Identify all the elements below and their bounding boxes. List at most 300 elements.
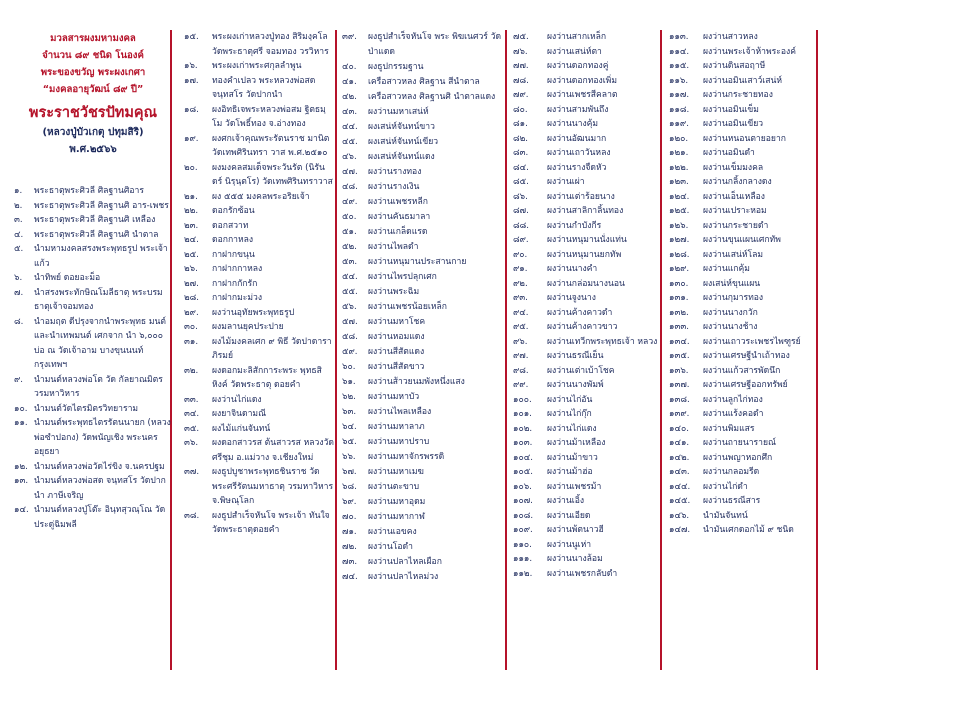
item-number: ๒๓.: [184, 220, 199, 231]
item-text: ผงว่านพระฉิม: [368, 287, 420, 297]
item-text: ผงว่านมหาอุดม: [368, 497, 426, 507]
item-number: ๓๘.: [184, 510, 200, 521]
item-number: ๑๑๔.: [669, 46, 690, 57]
item-text: ผงว่านถายนารายณ์: [703, 438, 776, 448]
list-item: [184, 277, 334, 292]
item-text: ผงว่านส้าวยนมพังหนึ่งแสง: [368, 377, 465, 387]
item-number: ๘๕.: [513, 177, 529, 187]
item-number: ๓๗.: [184, 467, 200, 477]
item-number: ๒๐.: [184, 162, 198, 173]
item-number: ๑๑๗.: [669, 90, 690, 100]
list-item: [669, 523, 809, 538]
list-item: [184, 465, 334, 509]
item-number: ๙๗.: [513, 351, 529, 361]
item-text: ผงว่านกระชายทอง: [703, 90, 773, 100]
item-text: ผงว่านลูกไก่ทอง: [703, 394, 763, 405]
document-header: [14, 30, 172, 158]
list-item: [342, 540, 504, 555]
list-item: [669, 45, 809, 60]
item-text: ดอกสวาท: [212, 220, 249, 231]
item-number: ๓๐.: [184, 322, 198, 332]
item-text: ผงว่านแก้วสารพัดนึก: [703, 365, 781, 376]
item-number: ๒๘.: [184, 293, 200, 303]
list-item: [184, 233, 334, 248]
item-number: ๑๓๕.: [669, 351, 690, 361]
item-text: ผงว่านเพชรน้อยเหล็ก: [368, 302, 447, 312]
item-number: ๗๑.: [342, 527, 357, 537]
item-text: ผงว่านพ้ตนาวฮี: [547, 525, 604, 535]
item-number: ๑๒๙.: [669, 264, 690, 274]
item-number: ๑๐๖.: [513, 481, 532, 492]
item-text: ผงว่านนางคุ้ม: [547, 119, 599, 129]
column-divider: [660, 30, 662, 670]
item-number: ๕๖.: [342, 302, 357, 312]
item-number: ๓๑.: [184, 336, 199, 347]
item-number: ๙๖.: [513, 336, 528, 347]
item-number: ๒๖.: [184, 264, 198, 274]
list-item: [669, 509, 809, 524]
item-text: ผงศกเจ้าคุณพระรัตนราช มานิต วัดเทพศิรินทรา วาส พ.ศ.๒๕๑๐: [212, 133, 330, 158]
document-subtitle: (หลวงปู่บัวเกตุ ปทุมสิริ): [42, 127, 144, 138]
list-item: [513, 103, 658, 118]
list-item: [513, 364, 658, 379]
list-item: [669, 132, 809, 147]
item-text: ผงว่านธรณีเย็น: [547, 351, 604, 361]
item-number: ๗๖.: [513, 46, 528, 57]
item-number: ๑๓๑.: [669, 293, 689, 303]
item-text: เครือสาวหลง ศิลฐานศิ นำตาลแดง: [368, 92, 496, 102]
item-number: ๗๐.: [342, 512, 357, 522]
list-item: [14, 503, 172, 532]
item-text: ผงว่านหนุมานนั่งแท่น: [547, 235, 627, 245]
list-item: [184, 335, 334, 364]
item-number: ๘๒.: [513, 133, 529, 144]
item-number: ๙.: [14, 374, 24, 385]
item-number: ๑๒๐.: [669, 133, 689, 144]
item-list: [513, 30, 658, 581]
item-number: ๖.: [14, 273, 23, 283]
item-text: ผงว่านไก่กุ๊ก: [547, 409, 592, 419]
list-item: [513, 117, 658, 132]
item-text: ผงว่านเสน่ห์ตา: [547, 46, 602, 57]
item-text: ผงว่านสามพันถึง: [547, 104, 609, 115]
item-number: ๑๔๑.: [669, 438, 690, 448]
item-text: ผงว่านไพลดำ: [368, 242, 419, 252]
item-text: ผงว่านมหาบัว: [368, 392, 420, 402]
item-text: ผงว่านเต่าร้อยนาง: [547, 191, 615, 202]
item-number: ๙๓.: [513, 293, 528, 303]
item-text: ผงว่านเถาวระเพชรไพฑูรย์: [703, 336, 801, 347]
document-year: พ.ศ.๒๕๖๖: [69, 144, 117, 155]
item-number: ๘๐.: [513, 104, 528, 115]
list-item: [669, 161, 809, 176]
item-number: ๒๕.: [184, 249, 199, 260]
list-item: [669, 190, 809, 205]
item-list: [14, 184, 172, 532]
list-item: [513, 45, 658, 60]
column-2: [184, 30, 334, 538]
item-number: ๑.: [14, 186, 23, 196]
item-number: ๑๓๓.: [669, 322, 689, 332]
item-text: ผงเสน่ห์จันทน์ขาว: [368, 122, 435, 132]
list-item: [342, 450, 504, 465]
list-item: [342, 135, 504, 150]
item-number: ๕๓.: [342, 257, 358, 267]
item-text: ผงว่านกล่อมนางนอน: [547, 278, 625, 289]
item-text: ผงว่านมหากาฬ: [368, 512, 425, 522]
item-text: นำสรงพระทักษิณโมลีธาตุ พระบรมธาตุเจ้าจอมทอง: [34, 287, 163, 312]
item-text: พระธาตุพระศิวลี ศิลฐานศิ นำตาล: [34, 229, 159, 240]
list-item: [513, 320, 658, 335]
item-number: ๙๑.: [513, 264, 528, 274]
item-text: ผงว่านพิมแสร: [703, 423, 755, 434]
item-text: ผง ๕๕๕ มงคลพระอริยเจ้า: [212, 191, 310, 202]
item-number: ๘๔.: [513, 162, 529, 173]
list-item: [669, 465, 809, 480]
item-number: ๘๓.: [513, 148, 529, 158]
list-item: [342, 225, 504, 240]
item-text: ผงยาจินดามณี: [212, 409, 267, 419]
item-number: ๑๑๙.: [669, 119, 689, 129]
item-list: [342, 30, 504, 585]
item-text: ผงว่านเอิ้ง: [547, 496, 585, 506]
list-item: [184, 422, 334, 437]
item-text: นำมหามงคลสรงพระพุทธรูป พระเจ้าแก้ว: [34, 244, 168, 269]
item-text: ผงว่านรางเงิน: [368, 182, 420, 192]
item-number: ๔๕.: [342, 137, 358, 147]
list-item: [669, 335, 809, 350]
item-number: ๔๐.: [342, 62, 357, 72]
list-item: [513, 523, 658, 538]
item-number: ๑๐๕.: [513, 467, 533, 477]
item-number: ๕๙.: [342, 347, 358, 357]
list-item: [14, 242, 172, 271]
item-text: ผงว่านตะขาบ: [368, 482, 420, 492]
item-text: ผงว่านมหาเมฆ: [368, 467, 424, 477]
column-3: [342, 30, 504, 585]
item-text: ผงว่านรางทอง: [368, 167, 422, 177]
list-item: [14, 199, 172, 214]
item-text: ผงว่านสีสัตแดง: [368, 347, 425, 357]
list-item: [669, 74, 809, 89]
list-item: [184, 132, 334, 161]
list-item: [342, 285, 504, 300]
item-text: ผงว่านเปราะหอม: [703, 206, 767, 216]
list-item: [669, 30, 809, 45]
item-text: ผงว่านเสน่ห์โลม: [703, 249, 764, 260]
list-item: [342, 180, 504, 195]
list-item: [184, 393, 334, 408]
list-item: [342, 150, 504, 165]
item-number: ๕๕.: [342, 287, 358, 297]
item-number: ๑๗.: [184, 75, 199, 86]
item-number: ๕๗.: [342, 317, 358, 327]
item-number: ๑๔๖.: [669, 510, 690, 521]
item-text: ดอกกาหลง: [212, 235, 254, 245]
item-number: ๑๐๙.: [513, 525, 533, 535]
list-item: [669, 407, 809, 422]
item-text: ผงว่านเอียด: [547, 510, 591, 521]
list-item: [513, 291, 658, 306]
item-number: ๑๒๔.: [669, 191, 690, 202]
list-item: [513, 190, 658, 205]
list-item: [342, 120, 504, 135]
item-text: พระธาตุพระศิวลี ศิลฐานศิ อาร-เพชร: [34, 200, 169, 211]
list-item: [669, 248, 809, 263]
item-number: ๑๒๖.: [669, 220, 689, 231]
item-text: กาฝากกาหลง: [212, 264, 263, 274]
list-item: [14, 213, 172, 228]
list-item: [513, 233, 658, 248]
item-text: ผงว่านอุทัยพระพุทธรูป: [212, 307, 295, 318]
item-text: ผงว่านกำบังกีร: [547, 220, 602, 231]
item-number: ๙๔.: [513, 307, 529, 318]
item-text: ผงว่านอัฒนมาก: [547, 133, 607, 144]
list-item: [184, 436, 334, 465]
item-number: ๑๙.: [184, 133, 199, 144]
list-item: [342, 480, 504, 495]
item-text: ผงว่านเพชรหลีก: [368, 197, 428, 207]
item-number: ๑๔๔.: [669, 481, 691, 492]
item-text: ผงว่านคันธมาลา: [368, 212, 431, 222]
list-item: [513, 88, 658, 103]
item-text: ผงว่านนางช้าง: [703, 322, 758, 332]
header-line-3: พระของขวัญ พระผงเกศา: [40, 67, 146, 78]
item-number: ๔๖.: [342, 152, 357, 162]
header-line-2: จำนวน ๘๙ ชนิด โนองค์: [42, 50, 144, 61]
item-number: ๑๔๕.: [669, 496, 691, 506]
item-number: ๑๒๕.: [669, 206, 690, 216]
list-item: [669, 393, 809, 408]
list-item: [513, 567, 658, 582]
list-item: [184, 161, 334, 190]
item-text: ผงดอกมะลิสักการะพระ พุทธสิหิงค์ วัดพระธาตุ ดอยคำ: [212, 365, 322, 390]
item-text: ผงว่านเถาวันหลง: [547, 148, 611, 158]
item-number: ๓๕.: [184, 423, 200, 434]
list-item: [513, 204, 658, 219]
item-number: ๑๓๖.: [669, 365, 689, 376]
list-item: [342, 570, 504, 585]
item-text: ผงเสน่ห์จันทน์เขียว: [368, 137, 439, 147]
item-text: ผงว่านไก่แดง: [212, 394, 262, 405]
item-text: นำมนต์พระพุทธไตรรัตนนายก (หลวงพ่อซำปอกง) วัดพนัญเชิง พระนครอยุธยา: [34, 418, 171, 457]
column-5: [669, 30, 809, 538]
list-item: [669, 451, 809, 466]
list-item: [513, 335, 658, 350]
item-text: นำมนต์หลวงพ่อสด จนฺทสโร วัดปากนำ ภาษีเจริญ: [34, 476, 166, 501]
item-number: ๔๘.: [342, 182, 358, 192]
item-text: ผงไม้แก่นจันทน์: [212, 423, 271, 434]
item-number: ๔๔.: [342, 122, 358, 132]
item-number: ๑๑๓.: [669, 32, 689, 42]
list-item: [342, 60, 504, 75]
list-item: [669, 117, 809, 132]
list-item: [669, 291, 809, 306]
column-4: [513, 30, 658, 581]
item-text: ดอกรักซ้อน: [212, 206, 255, 216]
list-item: [669, 88, 809, 103]
item-number: ๑๑๒.: [513, 568, 533, 579]
item-text: ผงว่านเกล็ดแรด: [368, 227, 428, 237]
item-text: นำมันเศกดอกไม้ ๙ ชนิด: [703, 525, 794, 535]
list-item: [342, 75, 504, 90]
item-text: ผงธูปสำเร็จหันโจ พระเจ้า ทันใจ วัดพระธาตุดอยคำ: [212, 510, 330, 535]
item-text: ผงว่านอมินเขียว: [703, 119, 764, 129]
list-item: [342, 345, 504, 360]
item-text: ผงเสน่ห์ขุนแผน: [703, 278, 761, 289]
list-item: [513, 175, 658, 190]
list-item: [14, 286, 172, 315]
item-number: ๑๔๒.: [669, 452, 690, 463]
list-item: [184, 248, 334, 263]
list-item: [342, 555, 504, 570]
item-number: ๘๖.: [513, 191, 528, 202]
item-number: ๘.: [14, 316, 24, 327]
item-text: ผงว่านเอขคง: [368, 527, 417, 537]
item-number: ๒๙.: [184, 307, 199, 318]
item-number: ๔.: [14, 229, 24, 240]
item-number: ๑๘.: [184, 104, 199, 115]
column-divider: [816, 30, 818, 670]
item-text: ผงว่านมหาโชค: [368, 317, 426, 327]
list-item: [184, 364, 334, 393]
item-text: ทองคำเปลว พระหลวงพ่อสด จนฺทสโร วัดปากนำ: [212, 75, 316, 100]
item-number: ๑๕.: [184, 32, 199, 42]
item-number: ๘๗.: [513, 206, 529, 216]
item-number: ๑๔.: [14, 505, 29, 515]
list-item: [669, 378, 809, 393]
item-text: ผงว่านเศรษฐีออกทรัพย์: [703, 380, 788, 390]
item-text: ผงว่านสาลิกาลิ้นทอง: [547, 206, 624, 216]
item-number: ๑๑๕.: [669, 61, 690, 71]
list-item: [513, 378, 658, 393]
list-item: [513, 30, 658, 45]
item-text: นำทิพย์ ดอยอะม็อ: [34, 273, 101, 283]
item-number: ๙๕.: [513, 322, 529, 332]
item-number: ๔๙.: [342, 197, 358, 207]
item-text: ผงว่านเผ่า: [547, 177, 585, 187]
list-item: [184, 103, 334, 132]
item-number: ๕๑.: [342, 227, 357, 237]
header-line-4: “มงคลอายุวัฒน์ ๘๙ ปี”: [42, 84, 144, 95]
item-number: ๑๒๑.: [669, 148, 689, 158]
item-number: ๑๐๔.: [513, 452, 533, 463]
item-text: ผงว่านกระชายดำ: [703, 220, 769, 231]
list-item: [669, 219, 809, 234]
item-number: ๙๒.: [513, 278, 528, 289]
item-number: ๒๒.: [184, 206, 199, 216]
item-number: ๗.: [14, 287, 24, 298]
item-number: ๑๒.: [14, 461, 28, 472]
item-text: นำมนต์หลวงพ่อวัดไร่ขิง จ.นครปฐม: [34, 461, 165, 472]
item-number: ๖๔.: [342, 422, 357, 432]
item-number: ๖๗.: [342, 467, 357, 477]
column-divider: [335, 30, 337, 670]
item-number: ๕๐.: [342, 212, 357, 222]
item-text: ผงว่านแร้งคอดำ: [703, 409, 764, 419]
item-number: ๑๐๓.: [513, 438, 533, 448]
item-number: ๖๒.: [342, 392, 356, 402]
item-text: ผงว่านนางพัมพ์: [547, 380, 604, 390]
item-text: นำมนต์หลวงปู่โต๊ะ อินฺทสุวณฺโณ วัดประดู่ฉิมพลี: [34, 505, 166, 530]
list-item: [184, 30, 334, 59]
list-item: [14, 315, 172, 373]
list-item: [184, 219, 334, 234]
item-text: ผงมลานยุคประปาย: [212, 322, 284, 332]
item-number: ๑๐.: [14, 403, 28, 414]
item-number: ๑๒๒.: [669, 162, 689, 173]
item-text: ผงว่านกุมารทอง: [703, 293, 764, 303]
item-text: ผงว่านม้าฮ่อ: [547, 467, 593, 477]
list-item: [669, 320, 809, 335]
item-number: ๘๘.: [513, 220, 529, 231]
item-text: ผงว่านไก่แดง: [547, 423, 597, 434]
list-item: [342, 405, 504, 420]
item-number: ๑๒๘.: [669, 249, 690, 260]
list-item: [513, 538, 658, 553]
list-item: [513, 393, 658, 408]
item-list: [184, 30, 334, 538]
item-text: ผงว่านนางกวัก: [703, 307, 758, 318]
list-item: [669, 262, 809, 277]
item-text: ผงธูปกรรมฐาน: [368, 62, 424, 72]
item-text: ผงว่านไพลเหลือง: [368, 407, 432, 417]
list-item: [513, 146, 658, 161]
item-text: ผงว่านเต่าเบ้าโชค: [547, 365, 615, 376]
item-list: [669, 30, 809, 538]
item-text: ผงว่านดอกทองเพิ่ม: [547, 75, 617, 86]
item-number: ๑๑๖.: [669, 75, 689, 86]
item-number: ๕๒.: [342, 242, 357, 252]
item-text: ผงดอกสาวรส ต้นสาวรส หลวงวัดศรีชุม อ.แม่วาง จ.เชียงใหม่: [212, 438, 334, 463]
item-text: พระผงเก่าหลวงปู่ทอง สิริมงฺคโล วัดพระธาตุศรี จอมทอง วรวิหาร: [212, 32, 329, 57]
item-text: ผงว่านค้างคาวขาว: [547, 322, 618, 332]
item-text: ผงธูปสำเร็จหันโจ พระ พิฆเนศวร์ วัดป่าแดด: [368, 32, 502, 57]
item-text: ผงว่านดินสอฤาษี: [703, 61, 766, 71]
list-item: [669, 364, 809, 379]
item-text: ผงว่านเทวีกพระพุทธเจ้า หลวง: [547, 336, 658, 347]
item-text: ผงว่านจูงนาง: [547, 293, 596, 303]
item-text: ผงว่านสากเหล็ก: [547, 32, 607, 42]
item-number: ๑๓๗.: [669, 380, 690, 390]
list-item: [14, 271, 172, 286]
item-number: ๘๑.: [513, 119, 528, 129]
item-text: กาฝากขนุน: [212, 249, 255, 260]
list-item: [184, 204, 334, 219]
list-item: [513, 349, 658, 364]
item-number: ๑๐๒.: [513, 423, 533, 434]
item-text: นำมนต์หลวงพ่อโต วัด กัลยาณมิตร วรมหาวิหาร: [34, 374, 163, 399]
list-item: [669, 103, 809, 118]
item-text: ผงว่านกลอมรีด: [703, 467, 760, 477]
item-text: ผงว่านปลาไหลเผือก: [368, 557, 442, 567]
list-item: [342, 360, 504, 375]
list-item: [14, 373, 172, 402]
item-text: ผงว่านเศรษฐีนำเถ้าทอง: [703, 351, 790, 361]
list-item: [14, 184, 172, 199]
item-text: ผงว่านเพชรม้า: [547, 481, 602, 492]
item-number: ๖๑.: [342, 377, 356, 387]
item-number: ๘๙.: [513, 235, 529, 245]
item-number: ๕.: [14, 244, 24, 254]
item-text: ผงอิทธิเจพระหลวงพ่อสม ฐิตธมฺโม วัดโพธิ์ทอง จ.อ่างทอง: [212, 104, 326, 129]
item-text: ผงว่านนางคำ: [547, 264, 598, 274]
item-text: ผงว่านปลาไหลม่วง: [368, 572, 439, 582]
item-number: ๓๒.: [184, 365, 199, 376]
item-number: ๖๙.: [342, 497, 357, 507]
item-text: ผงธูปบูชาพระพุทธชินราช วัดพระศรีรัตนมหาธาตุ วรมหาวิหาร จ.พิษณุโลก: [212, 467, 334, 506]
list-item: [513, 219, 658, 234]
